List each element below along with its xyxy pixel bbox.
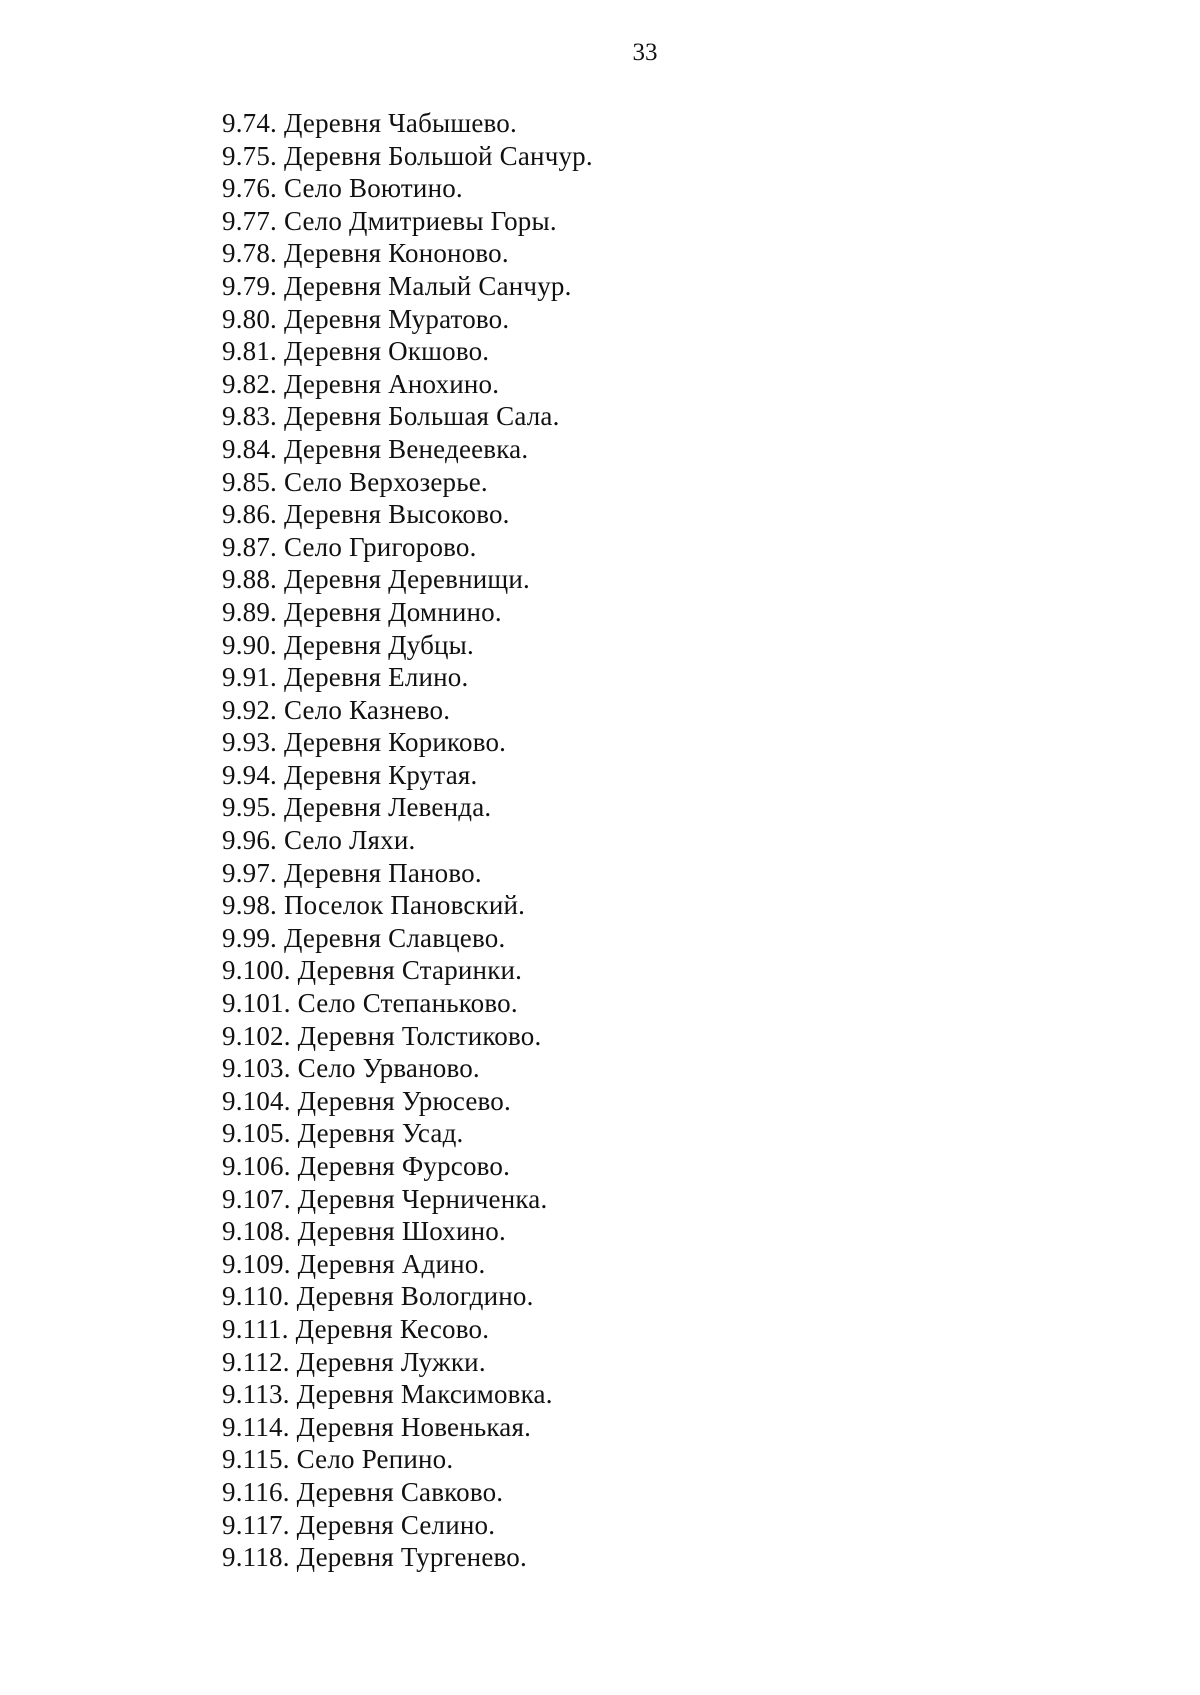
list-item: 9.101. Село Степаньково. [222,988,518,1019]
list-item: 9.77. Село Дмитриевы Горы. [222,205,557,236]
list-item: 9.106. Деревня Фурсово. [222,1151,511,1181]
list-item: 9.109. Деревня Адино. [222,1248,486,1279]
list-item: 9.75. Деревня Большой Санчур. [222,140,593,171]
list-item: 9.88. Деревня Деревнищи. [222,564,530,595]
list-item: 9.81. Деревня Окшово. [222,336,490,367]
list-item: 9.95. Деревня Левенда. [222,792,492,823]
list-item: 9.110. Деревня Вологдино. [222,1281,534,1312]
list-item: 9.78. Деревня Кононово. [222,238,509,269]
list-item: 9.114. Деревня Новенькая. [222,1411,532,1442]
list-item: 9.102. Деревня Толстиково. [222,1020,542,1051]
list-item: 9.97. Деревня Паново. [222,857,482,888]
list-item: 9.76. Село Воютино. [222,173,463,204]
list-item: 9.96. Село Ляхи. [222,825,416,856]
list-item: 9.94. Деревня Крутая. [222,759,478,790]
list-item: 9.90. Деревня Дубцы. [222,629,474,660]
list-item: 9.93. Деревня Кориково. [222,727,507,758]
list-item: 9.103. Село Урваново. [222,1053,480,1084]
list-item: 9.111. Деревня Кесово. [222,1313,490,1344]
list-item: 9.82. Деревня Анохино. [222,368,500,399]
list-item: 9.112. Деревня Лужки. [222,1346,486,1377]
list-item: 9.118. Деревня Тургенево. [222,1542,527,1573]
list-item: 9.113. Деревня Максимовка. [222,1379,553,1410]
list-item: 9.85. Село Верхозерье. [222,466,488,497]
list-item: 9.105. Деревня Усад. [222,1118,464,1149]
list-item: 9.79. Деревня Малый Санчур. [222,270,572,301]
list-item: 9.89. Деревня Домнино. [222,596,502,627]
list-item: 9.100. Деревня Старинки. [222,955,523,986]
list-item: 9.86. Деревня Высоково. [222,499,510,530]
list-item: 9.98. Поселок Пановский. [222,890,526,921]
list-item: 9.83. Деревня Большая Сала. [222,401,560,432]
list-item: 9.87. Село Григорово. [222,531,477,562]
page-number: 33 [632,39,658,66]
list-item: 9.107. Деревня Черниченка. [222,1183,548,1214]
list-item: 9.84. Деревня Венедеевка. [222,433,529,464]
list-item: 9.91. Деревня Елино. [222,662,469,693]
list-item: 9.115. Село Репино. [222,1444,454,1475]
list-item: 9.80. Деревня Муратово. [222,303,510,334]
list-item: 9.104. Деревня Урюсево. [222,1085,511,1116]
list-item: 9.108. Деревня Шохино. [222,1216,506,1247]
list-item: 9.117. Деревня Селино. [222,1509,496,1540]
list-item: 9.74. Деревня Чабышево. [222,108,517,138]
list-item: 9.99. Деревня Славцево. [222,922,506,953]
list-item: 9.92. Село Казнево. [222,694,451,725]
settlement-list [222,107,922,1574]
list-item: 9.116. Деревня Савково. [222,1476,504,1507]
